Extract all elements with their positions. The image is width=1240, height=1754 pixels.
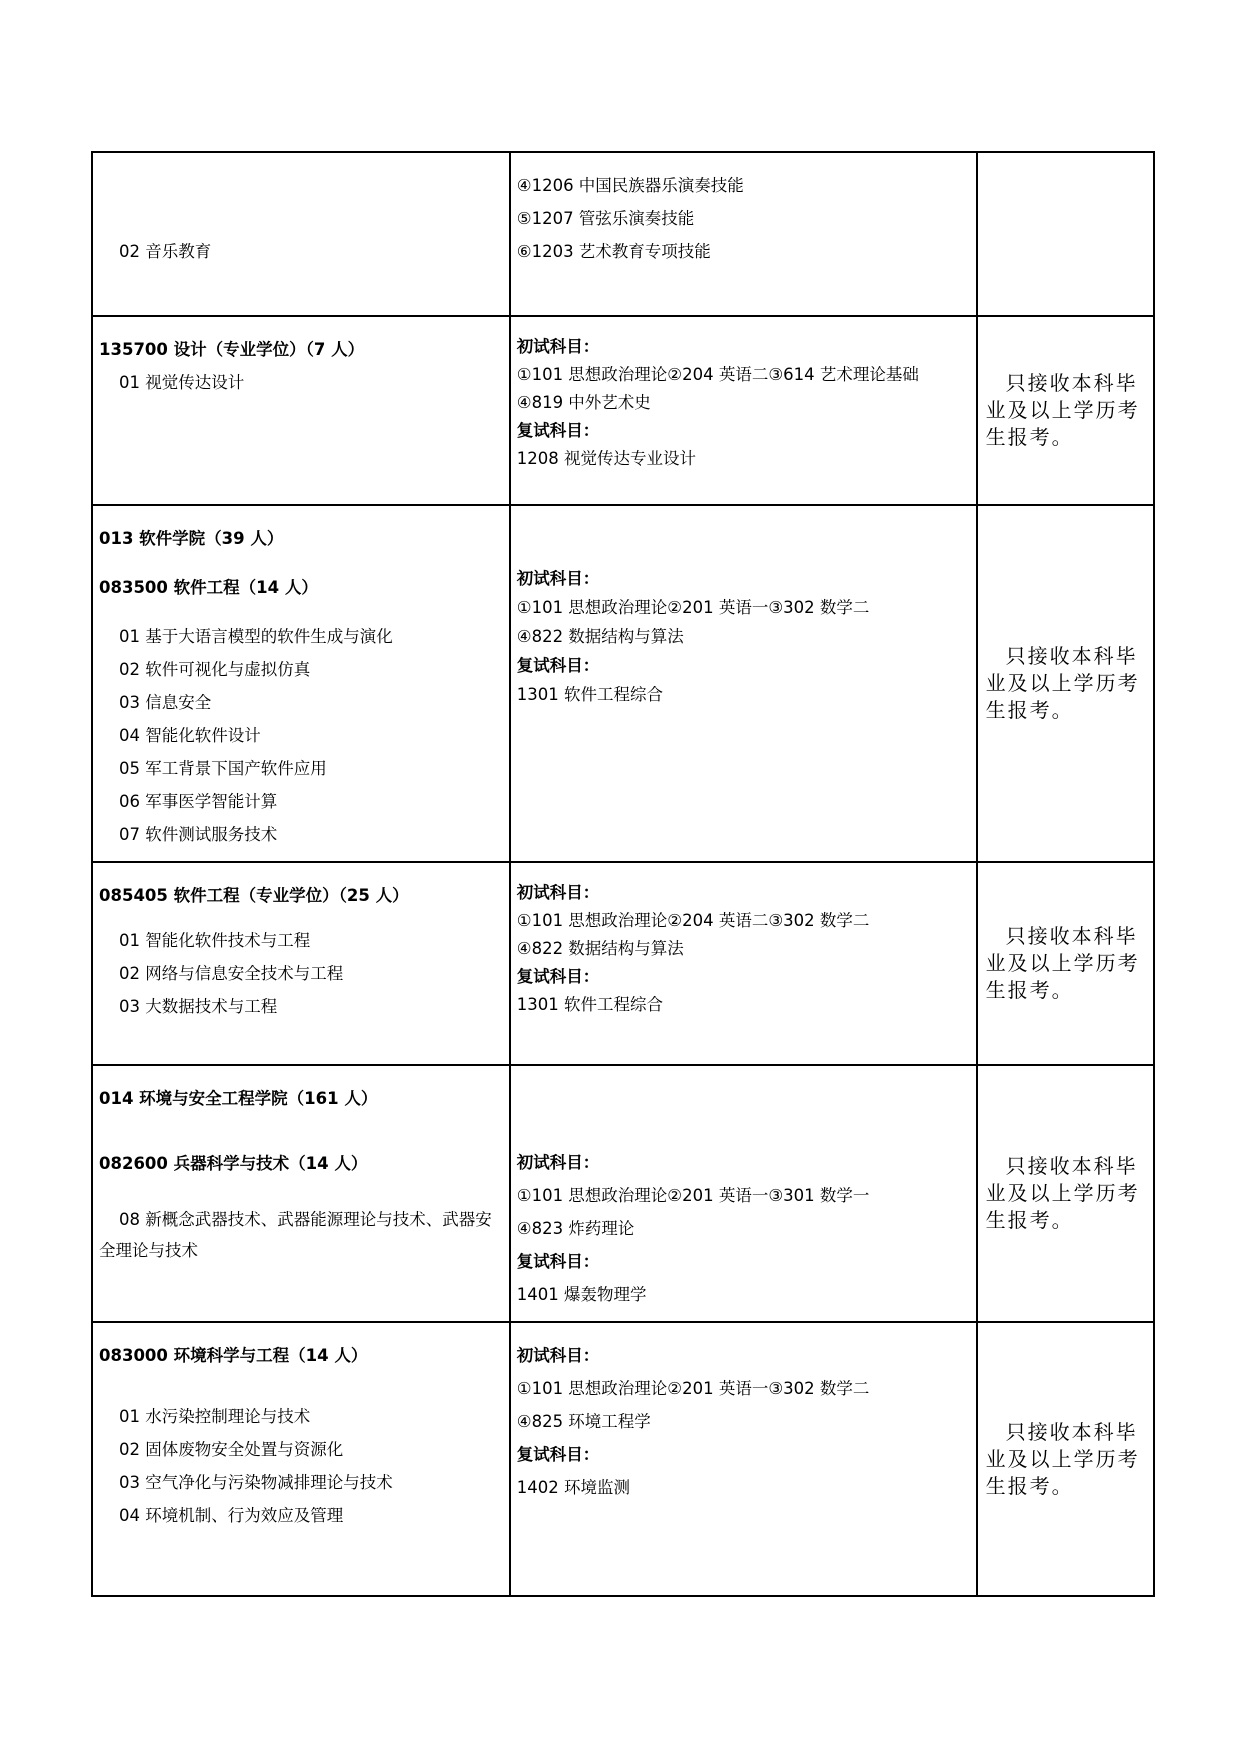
- direction-item: 02 网络与信息安全技术与工程: [119, 964, 344, 983]
- direction-item: 01 水污染控制理论与技术: [119, 1407, 311, 1426]
- direction-item: 03 信息安全: [119, 693, 212, 712]
- direction-item: 01 基于大语言模型的软件生成与演化: [119, 627, 393, 646]
- exam-subject: ①101 思想政治理论②204 英语二③302 数学二: [516, 911, 870, 930]
- exam-subject: ④823 炸药理论: [516, 1219, 635, 1238]
- admission-note: 只接收本科毕业及以上学历考生报考。: [985, 1154, 1140, 1232]
- direction-item: 05 军工背景下国产软件应用: [119, 759, 327, 778]
- program-header: 135700 设计（专业学位）（7 人）: [99, 340, 365, 359]
- admission-note: 只接收本科毕业及以上学历考生报考。: [985, 924, 1140, 1002]
- admission-note: 只接收本科毕业及以上学历考生报考。: [985, 1419, 1140, 1498]
- exam-subject: ①101 思想政治理论②201 英语一③302 数学二: [516, 598, 870, 617]
- exam-cell: [510, 505, 977, 862]
- program-cell: [92, 152, 510, 316]
- retest-subject: 1301 软件工程综合: [516, 995, 664, 1014]
- direction-item: 02 固体废物安全处置与资源化: [119, 1440, 344, 1459]
- program-header: 085405 软件工程（专业学位）（25 人）: [99, 886, 409, 905]
- direction-item: 01 视觉传达设计: [119, 373, 245, 392]
- exam-subject: ④822 数据结构与算法: [516, 627, 684, 646]
- program-header: 083500 软件工程（14 人）: [99, 578, 318, 597]
- program-header: 082600 兵器科学与技术（14 人）: [99, 1154, 368, 1173]
- program-header: 083000 环境科学与工程（14 人）: [99, 1346, 368, 1365]
- exam-subject: ④1206 中国民族器乐演奏技能: [516, 176, 744, 195]
- exam-cell: [510, 316, 977, 505]
- exam-cell: [510, 1322, 977, 1596]
- note-cell: [977, 1322, 1154, 1596]
- direction-item: 02 软件可视化与虚拟仿真: [119, 660, 311, 679]
- table-row: [92, 1322, 1154, 1596]
- first-exam-label: 初试科目：: [516, 883, 600, 902]
- admission-note: 只接收本科毕业及以上学历考生报考。: [985, 371, 1140, 449]
- retest-label: 复试科目：: [516, 421, 600, 440]
- direction-item: 04 环境机制、行为效应及管理: [119, 1506, 344, 1525]
- direction-item: 07 软件测试服务技术: [119, 825, 278, 844]
- exam-subject: ④825 环境工程学: [516, 1412, 651, 1431]
- admissions-table: [91, 151, 1155, 1597]
- exam-subject: ①101 思想政治理论②201 英语一③302 数学二: [516, 1379, 870, 1398]
- direction-item: 08 新概念武器技术、武器能源理论与技术、武器安全理论与技术: [99, 1210, 492, 1260]
- direction-item: 03 空气净化与污染物减排理论与技术: [119, 1473, 393, 1492]
- table-row: [92, 1065, 1154, 1322]
- program-cell: [92, 1065, 510, 1322]
- retest-label: 复试科目：: [516, 656, 600, 675]
- exam-subject: ⑥1203 艺术教育专项技能: [516, 242, 711, 261]
- note-cell: [977, 862, 1154, 1065]
- note-cell: [977, 505, 1154, 862]
- retest-subject: 1402 环境监测: [516, 1478, 631, 1497]
- retest-subject: 1208 视觉传达专业设计: [516, 449, 697, 468]
- first-exam-label: 初试科目：: [516, 1153, 600, 1172]
- program-cell: [92, 862, 510, 1065]
- admission-note: 只接收本科毕业及以上学历考生报考。: [985, 644, 1140, 722]
- school-header: 013 软件学院（39 人）: [99, 529, 284, 548]
- exam-cell: [510, 862, 977, 1065]
- direction-item: 02 音乐教育: [119, 242, 212, 261]
- program-cell: [92, 316, 510, 505]
- retest-label: 复试科目：: [516, 1252, 600, 1271]
- exam-subject: ④819 中外艺术史: [516, 393, 651, 412]
- exam-cell: [510, 1065, 977, 1322]
- note-cell: [977, 1065, 1154, 1322]
- exam-subject: ①101 思想政治理论②204 英语二③614 艺术理论基础: [516, 365, 919, 384]
- note-cell: [977, 152, 1154, 316]
- first-exam-label: 初试科目：: [516, 1346, 600, 1365]
- table-row: [92, 505, 1154, 862]
- first-exam-label: 初试科目：: [516, 337, 600, 356]
- exam-subject: ④822 数据结构与算法: [516, 939, 684, 958]
- direction-item: 03 大数据技术与工程: [119, 997, 278, 1016]
- retest-label: 复试科目：: [516, 1445, 600, 1464]
- retest-label: 复试科目：: [516, 967, 600, 986]
- first-exam-label: 初试科目：: [516, 569, 600, 588]
- program-cell: [92, 1322, 510, 1596]
- direction-item: 06 军事医学智能计算: [119, 792, 278, 811]
- table-row: [92, 862, 1154, 1065]
- exam-subject: ①101 思想政治理论②201 英语一③301 数学一: [516, 1186, 870, 1205]
- program-cell: [92, 505, 510, 862]
- exam-subject: ⑤1207 管弦乐演奏技能: [516, 209, 695, 228]
- school-header: 014 环境与安全工程学院（161 人）: [99, 1089, 378, 1108]
- direction-item: 01 智能化软件技术与工程: [119, 931, 311, 950]
- retest-subject: 1401 爆轰物理学: [516, 1285, 647, 1304]
- retest-subject: 1301 软件工程综合: [516, 685, 664, 704]
- table-row: [92, 316, 1154, 505]
- exam-cell: [510, 152, 977, 316]
- table-row: [92, 152, 1154, 316]
- direction-item: 04 智能化软件设计: [119, 726, 261, 745]
- note-cell: [977, 316, 1154, 505]
